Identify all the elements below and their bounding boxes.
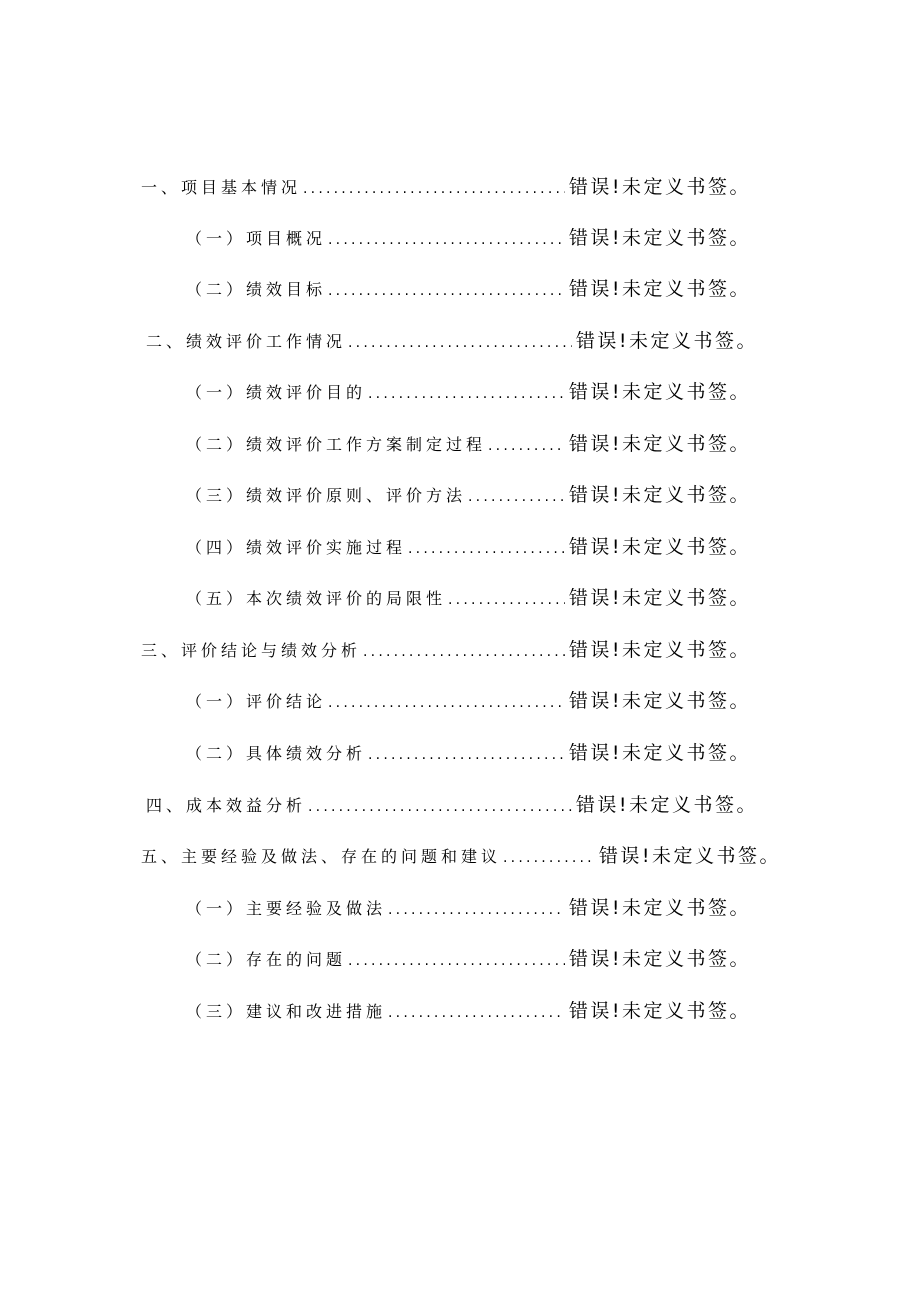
toc-entry-title: 四、成本效益分析 (146, 796, 307, 815)
toc-dot-leader (328, 232, 565, 248)
toc-entry-title: （一）评价结论 (186, 692, 327, 711)
toc-bookmark-error: 错误!未定义书签。 (568, 433, 751, 455)
toc-dot-leader (368, 747, 565, 763)
toc-entry-title: （二）存在的问题 (186, 950, 347, 969)
toc-bookmark-error: 错误!未定义书签。 (568, 948, 751, 970)
toc-entry-level1[interactable] (141, 841, 781, 871)
toc-bookmark-error: 错误!未定义书签。 (575, 330, 758, 352)
toc-entry-title: （三）建议和改进措施 (186, 1002, 387, 1021)
toc-dot-leader (503, 850, 595, 866)
toc-dot-leader (308, 799, 572, 815)
toc-entry-level2[interactable] (186, 738, 751, 768)
toc-bookmark-error: 错误!未定义书签。 (598, 845, 781, 867)
toc-entry-title: （五）本次绩效评价的局限性 (186, 589, 447, 608)
toc-entry-level2[interactable] (186, 686, 751, 716)
toc-dot-leader (388, 902, 565, 918)
toc-dot-leader (368, 386, 565, 402)
toc-entry-level2[interactable] (186, 944, 751, 974)
toc-entry-level2[interactable] (186, 996, 751, 1026)
toc-entry-level2[interactable] (186, 274, 751, 304)
toc-entry-title: 三、评价结论与绩效分析 (141, 641, 362, 660)
toc-dot-leader (348, 953, 565, 969)
toc-entry-level1[interactable] (141, 635, 751, 665)
toc-dot-leader (488, 438, 565, 454)
toc-entry-title: （二）具体绩效分析 (186, 744, 367, 763)
toc-entry-title: （二）绩效目标 (186, 280, 327, 299)
toc-entry-level2[interactable] (186, 480, 751, 510)
toc-bookmark-error: 错误!未定义书签。 (568, 639, 751, 661)
toc-entry-title: （一）项目概况 (186, 229, 327, 248)
toc-entry-level2[interactable] (186, 583, 751, 613)
toc-dot-leader (408, 541, 565, 557)
toc-bookmark-error: 错误!未定义书签。 (568, 742, 751, 764)
toc-dot-leader (468, 489, 565, 505)
toc-entry-level2[interactable] (186, 893, 751, 923)
toc-dot-leader (388, 1005, 565, 1021)
toc-dot-leader (363, 644, 565, 660)
toc-entry-level2[interactable] (186, 429, 751, 459)
toc-entry-level2[interactable] (186, 532, 751, 562)
toc-entry-level1[interactable] (146, 326, 758, 356)
toc-entry-level1[interactable] (141, 172, 751, 202)
toc-bookmark-error: 错误!未定义书签。 (568, 381, 751, 403)
toc-entry-title: （一）主要经验及做法 (186, 899, 387, 918)
toc-entry-title: （一）绩效评价目的 (186, 383, 367, 402)
toc-bookmark-error: 错误!未定义书签。 (568, 587, 751, 609)
toc-entry-title: （四）绩效评价实施过程 (186, 538, 407, 557)
toc-bookmark-error: 错误!未定义书签。 (568, 227, 751, 249)
toc-bookmark-error: 错误!未定义书签。 (568, 536, 751, 558)
toc-dot-leader (303, 181, 565, 197)
toc-bookmark-error: 错误!未定义书签。 (568, 1000, 751, 1022)
toc-dot-leader (328, 283, 565, 299)
toc-bookmark-error: 错误!未定义书签。 (568, 484, 751, 506)
toc-bookmark-error: 错误!未定义书签。 (568, 176, 751, 198)
toc-dot-leader (448, 592, 565, 608)
toc-bookmark-error: 错误!未定义书签。 (568, 897, 751, 919)
toc-entry-title: 五、主要经验及做法、存在的问题和建议 (141, 847, 502, 866)
toc-entry-level2[interactable] (186, 223, 751, 253)
toc-entry-title: （二）绩效评价工作方案制定过程 (186, 435, 487, 454)
toc-entry-title: 二、绩效评价工作情况 (146, 332, 347, 351)
toc-entry-title: 一、项目基本情况 (141, 178, 302, 197)
toc-bookmark-error: 错误!未定义书签。 (568, 278, 751, 300)
toc-dot-leader (348, 335, 572, 351)
toc-dot-leader (328, 695, 565, 711)
toc-entry-level2[interactable] (186, 377, 751, 407)
toc-entry-title: （三）绩效评价原则、评价方法 (186, 486, 467, 505)
toc-bookmark-error: 错误!未定义书签。 (575, 794, 758, 816)
toc-bookmark-error: 错误!未定义书签。 (568, 690, 751, 712)
toc-entry-level1[interactable] (146, 790, 758, 820)
